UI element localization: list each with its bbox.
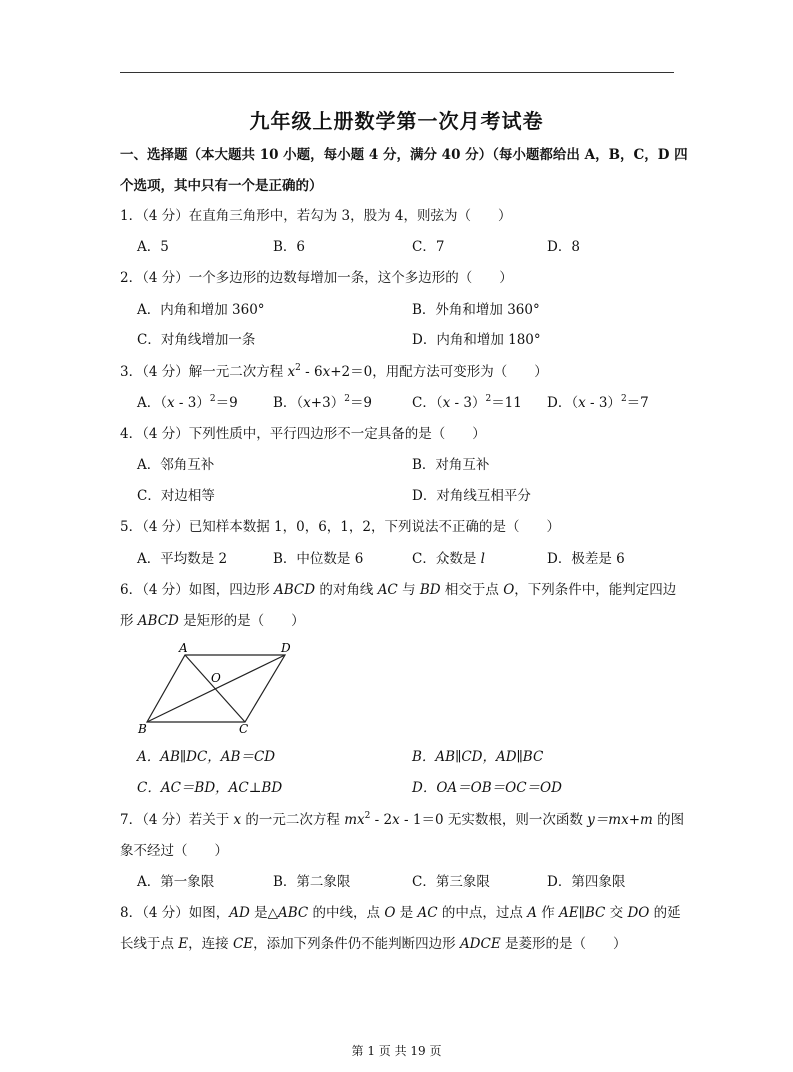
section-heading-line-1: 一、选择题（本大题共 10 小题，每小题 4 分，满分 40 分）（每小题都给出 A，B，C，D 四 <box>120 147 688 163</box>
vertex-label-b: B <box>138 722 147 735</box>
center-label-o: O <box>211 671 221 685</box>
question-5-stem: 5．（4 分）已知样本数据 1，0，6，1，2，下列说法不正确的是（ ） <box>120 519 560 535</box>
question-3-option-d: D．（x - 3）$^2$＝7 <box>547 394 649 411</box>
question-7-option-b: B．第二象限 <box>273 874 351 890</box>
question-7-stem-line-1: 7．（4 分）若关于 x 的一元二次方程 $mx^2 - 2x - 1=0$ 无实数根，则一次函数 y＝mx+m 的图 <box>120 811 685 828</box>
question-5-option-c: C．众数是 l <box>412 551 485 567</box>
question-4-stem: 4．（4 分）下列性质中，平行四边形不一定具备的是（ ） <box>120 426 486 442</box>
header-rule <box>120 72 674 73</box>
page-title: 九年级上册数学第一次月考试卷 <box>249 109 544 133</box>
question-6-option-a: A．AB∥DC，AB＝CD <box>137 749 276 765</box>
question-3-option-a: A．（x - 3）$^2$＝9 <box>137 394 238 411</box>
question-6-option-d: D．OA＝OB＝OC＝OD <box>412 780 562 796</box>
question-7-option-a: A．第一象限 <box>137 874 215 890</box>
question-4-option-b: B．对角互补 <box>412 457 490 473</box>
question-2-stem: 2．（4 分）一个多边形的边数每增加一条，这个多边形的（ ） <box>120 270 513 286</box>
question-7-option-d: D．第四象限 <box>547 874 626 890</box>
vertex-label-d: D <box>281 641 291 655</box>
question-1-option-d: D．8 <box>547 239 580 255</box>
question-5-option-b: B．中位数是 6 <box>273 551 364 567</box>
question-6-option-b: B．AB∥CD，AD∥BC <box>412 749 544 765</box>
question-2-option-b: B．外角和增加 360° <box>412 302 540 318</box>
question-2-option-d: D．内角和增加 180° <box>412 332 541 348</box>
question-4-option-d: D．对角线互相平分 <box>412 488 531 504</box>
question-2-option-c: C．对角线增加一条 <box>137 332 256 348</box>
question-6-stem-line-1: 6．（4 分）如图，四边形 ABCD 的对角线 AC 与 BD 相交于点 O，下列条件中，能判定四边 <box>120 582 677 598</box>
parallelogram-figure <box>135 640 305 735</box>
question-6-option-c: C．AC＝BD，AC⊥BD <box>137 780 283 796</box>
question-1-option-a: A．5 <box>137 239 169 255</box>
question-2-option-a: A．内角和增加 360° <box>137 302 265 318</box>
question-7-option-c: C．第三象限 <box>412 874 490 890</box>
question-3-stem: 3．（4 分）解一元二次方程 $x^2 - 6x+2=0$，用配方法可变形为（ ） <box>120 363 548 380</box>
vertex-label-c: C <box>239 722 249 735</box>
question-8-stem-line-2: 长线于点 E，连接 CE，添加下列条件仍不能判断四边形 ADCE 是菱形的是（ ） <box>120 936 627 952</box>
section-heading-line-2: 个选项，其中只有一个是正确的） <box>120 178 323 194</box>
question-3-option-c: C．（x - 3）$^2$＝11 <box>412 394 522 411</box>
diagonal-bd <box>147 655 285 722</box>
question-7-stem-line-2: 象不经过（ ） <box>120 843 228 859</box>
vertex-label-a: A <box>179 641 188 655</box>
question-4-option-a: A．邻角互补 <box>137 457 215 473</box>
question-5-option-d: D．极差是 6 <box>547 551 625 567</box>
question-3-option-b: B．$(x+3)^2=9$ <box>273 394 373 411</box>
question-5-option-a: A．平均数是 2 <box>137 551 228 567</box>
question-6-stem-line-2: 形 ABCD 是矩形的是（ ） <box>120 613 305 629</box>
question-1-option-b: B．6 <box>273 239 306 255</box>
question-4-option-c: C．对边相等 <box>137 488 215 504</box>
question-8-stem-line-1: 8．（4 分）如图，AD 是△ABC 的中线，点 O 是 AC 的中点，过点 A 作 AE∥BC 交 DO 的延 <box>120 905 681 921</box>
question-1-option-c: C．7 <box>412 239 445 255</box>
question-1-stem: 1．（4 分）在直角三角形中，若勾为 3，股为 4，则弦为（ ） <box>120 208 512 224</box>
page-footer: 第 1 页 共 19 页 <box>351 1044 442 1058</box>
